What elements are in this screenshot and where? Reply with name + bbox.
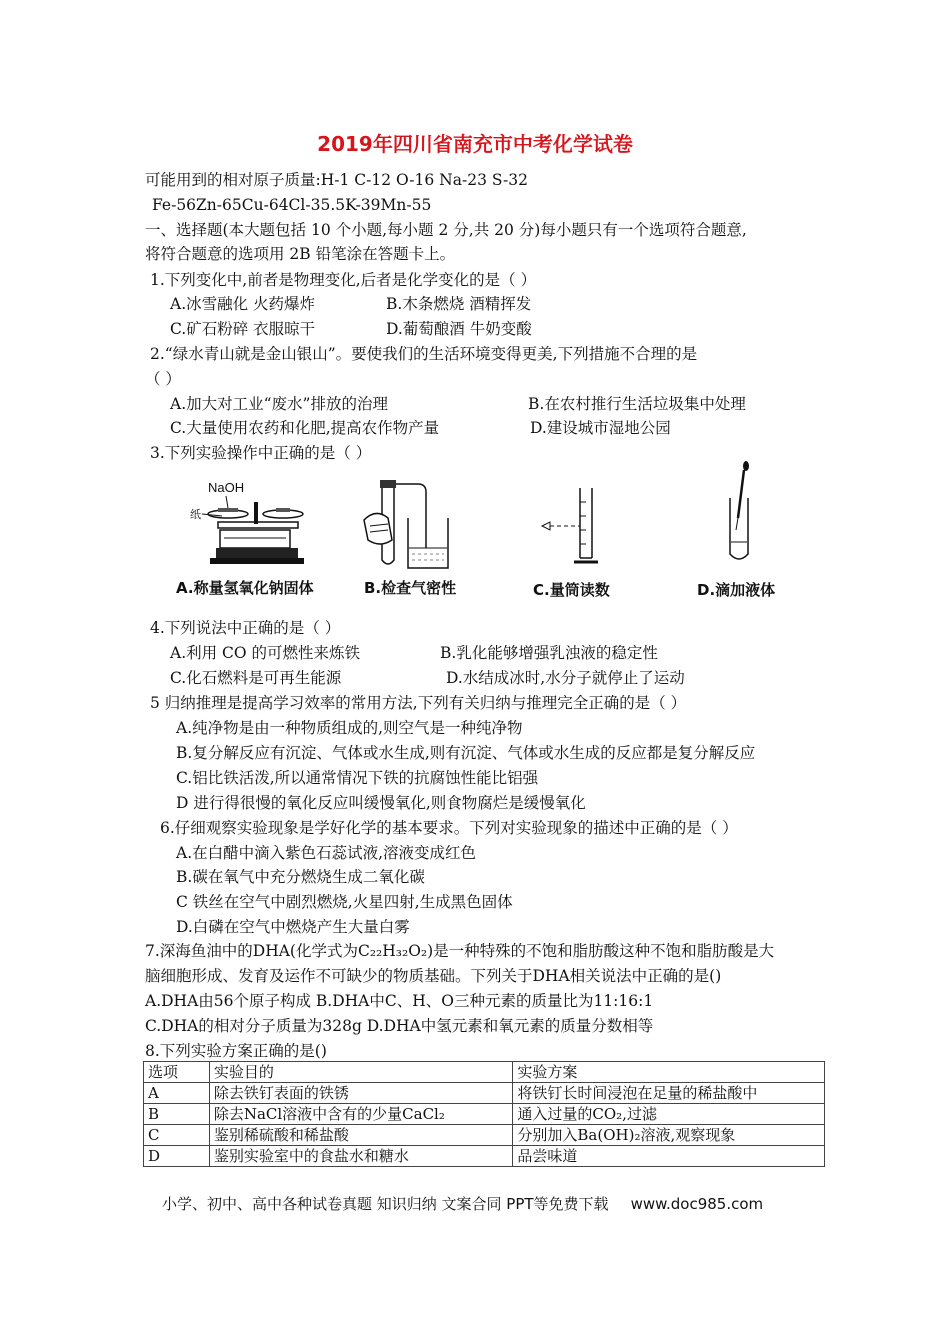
- q2-stem-brackets: （ ）: [145, 370, 181, 388]
- q1-option-c: C.矿石粉碎 衣服晾干: [170, 320, 316, 338]
- table-row: [144, 1083, 825, 1104]
- table-cell: D: [144, 1146, 210, 1167]
- paper-label: 纸: [190, 508, 201, 521]
- q5-stem: 5 归纳推理是提高学习效率的常用方法,下列有关归纳与推理完全正确的是（ ）: [150, 694, 687, 712]
- footer-url[interactable]: www.doc985.com: [630, 1195, 764, 1213]
- q2-option-a: A.加大对工业“废水”排放的治理: [170, 395, 388, 413]
- table-cell: C: [144, 1125, 210, 1146]
- table-row: [144, 1146, 825, 1167]
- airtightness-figure: [358, 458, 468, 583]
- q4-option-b: B.乳化能够增强乳浊液的稳定性: [440, 644, 658, 662]
- atomic-mass-line2: Fe-56Zn-65Cu-64Cl-35.5K-39Mn-55: [152, 196, 432, 214]
- dropper-figure: [710, 458, 770, 578]
- q1-stem: 1.下列变化中,前者是物理变化,后者是化学变化的是（ ）: [150, 271, 537, 289]
- atomic-mass-line1: 可能用到的相对原子质量:H-1 C-12 O-16 Na-23 S-32: [145, 171, 529, 189]
- header-cell: 实验目的: [209, 1062, 513, 1083]
- table-cell: 品尝味道: [513, 1146, 825, 1167]
- footer-text: 小学、初中、高中各种试卷真题 知识归纳 文案合同 PPT等免费下载: [162, 1195, 609, 1213]
- q1-option-d: D.葡萄酿酒 牛奶变酸: [386, 320, 532, 338]
- table-cell: 分别加入Ba(OH)₂溶液,观察现象: [513, 1125, 825, 1146]
- q5-option-d: D 进行得很慢的氧化反应叫缓慢氧化,则食物腐烂是缓慢氧化: [176, 794, 586, 812]
- table-row: [144, 1125, 825, 1146]
- q2-option-d: D.建设城市湿地公园: [530, 419, 671, 437]
- q7-stem-line2: 脑细胞形成、发育及运作不可缺少的物质基础。下列关于DHA相关说法中正确的是(): [145, 967, 722, 985]
- q4-option-a: A.利用 CO 的可燃性来炼铁: [170, 644, 361, 662]
- table-cell: B: [144, 1104, 210, 1125]
- figure-caption-a: A.称量氢氧化钠固体: [176, 579, 314, 597]
- q8-table: [143, 1061, 825, 1167]
- footer: [162, 1193, 763, 1214]
- table-cell: 鉴别稀硫酸和稀盐酸: [209, 1125, 513, 1146]
- header-cell: 选项: [144, 1062, 210, 1083]
- table-cell: 除去铁钉表面的铁锈: [209, 1083, 513, 1104]
- q6-stem: 6.仔细观察实验现象是学好化学的基本要求。下列对实验现象的描述中正确的是（ ）: [160, 819, 738, 837]
- q2-option-b: B.在农村推行生活垃圾集中处理: [528, 395, 746, 413]
- figure-caption-d: D.滴加液体: [697, 581, 776, 599]
- q8-stem: 8.下列实验方案正确的是(): [145, 1042, 327, 1060]
- table-cell: 除去NaCl溶液中含有的少量CaCl₂: [209, 1104, 513, 1125]
- q2-stem: 2.“绿水青山就是金山银山”。要使我们的生活环境变得更美,下列措施不合理的是: [150, 345, 698, 363]
- section-header-line2: 将符合题意的选项用 2B 铅笔涂在答题卡上。: [145, 245, 456, 263]
- q5-option-b: B.复分解反应有沉淀、气体或水生成,则有沉淀、气体或水生成的反应都是复分解反应: [176, 744, 756, 762]
- q6-option-c: C 铁丝在空气中剧烈燃烧,火星四射,生成黑色固体: [176, 893, 513, 911]
- q4-option-c: C.化石燃料是可再生能源: [170, 669, 342, 687]
- header-cell: 实验方案: [513, 1062, 825, 1083]
- q1-option-a: A.冰雪融化 火药爆炸: [170, 295, 316, 313]
- balance-figure: [188, 458, 323, 578]
- q6-option-a: A.在白醋中滴入紫色石蕊试液,溶液变成红色: [176, 844, 477, 862]
- q3-stem: 3.下列实验操作中正确的是（ ）: [150, 444, 372, 462]
- page-title: 2019年四川省南充市中考化学试卷: [317, 132, 633, 156]
- q7-stem-line1: 7.深海鱼油中的DHA(化学式为C₂₂H₃₂O₂)是一种特殊的不饱和脂肪酸这种不饱和脂肪酸是大: [145, 942, 775, 960]
- q7-options-cd: C.DHA的相对分子质量为328g D.DHA中氢元素和氧元素的质量分数相等: [145, 1017, 654, 1035]
- table-row: [144, 1104, 825, 1125]
- q5-option-c: C.铝比铁活泼,所以通常情况下铁的抗腐蚀性能比铝强: [176, 769, 539, 787]
- section-header-line1: 一、选择题(本大题包括 10 个小题,每小题 2 分,共 20 分)每小题只有一个选项符合题意,: [145, 221, 747, 239]
- q1-option-b: B.木条燃烧 酒精挥发: [386, 295, 532, 313]
- cylinder-figure: [538, 458, 618, 578]
- table-cell: 鉴别实验室中的食盐水和糖水: [209, 1146, 513, 1167]
- q4-stem: 4.下列说法中正确的是（ ）: [150, 619, 341, 637]
- table-cell: 通入过量的CO₂,过滤: [513, 1104, 825, 1125]
- q4-option-d: D.水结成冰时,水分子就停止了运动: [446, 669, 685, 687]
- table-header-row: [144, 1062, 825, 1083]
- q6-option-d: D.白磷在空气中燃烧产生大量白雾: [176, 918, 410, 936]
- table-cell: A: [144, 1083, 210, 1104]
- figure-caption-b: B.检查气密性: [364, 579, 457, 597]
- q7-options-ab: A.DHA由56个原子构成 B.DHA中C、H、O三种元素的质量比为11:16:1: [145, 992, 654, 1010]
- figure-caption-c: C.量筒读数: [533, 581, 610, 599]
- table-cell: 将铁钉长时间浸泡在足量的稀盐酸中: [513, 1083, 825, 1104]
- naoh-label: NaOH: [208, 480, 245, 495]
- q2-option-c: C.大量使用农药和化肥,提高农作物产量: [170, 419, 440, 437]
- q5-option-a: A.纯净物是由一种物质组成的,则空气是一种纯净物: [176, 719, 523, 737]
- q6-option-b: B.碳在氧气中充分燃烧生成二氧化碳: [176, 868, 425, 886]
